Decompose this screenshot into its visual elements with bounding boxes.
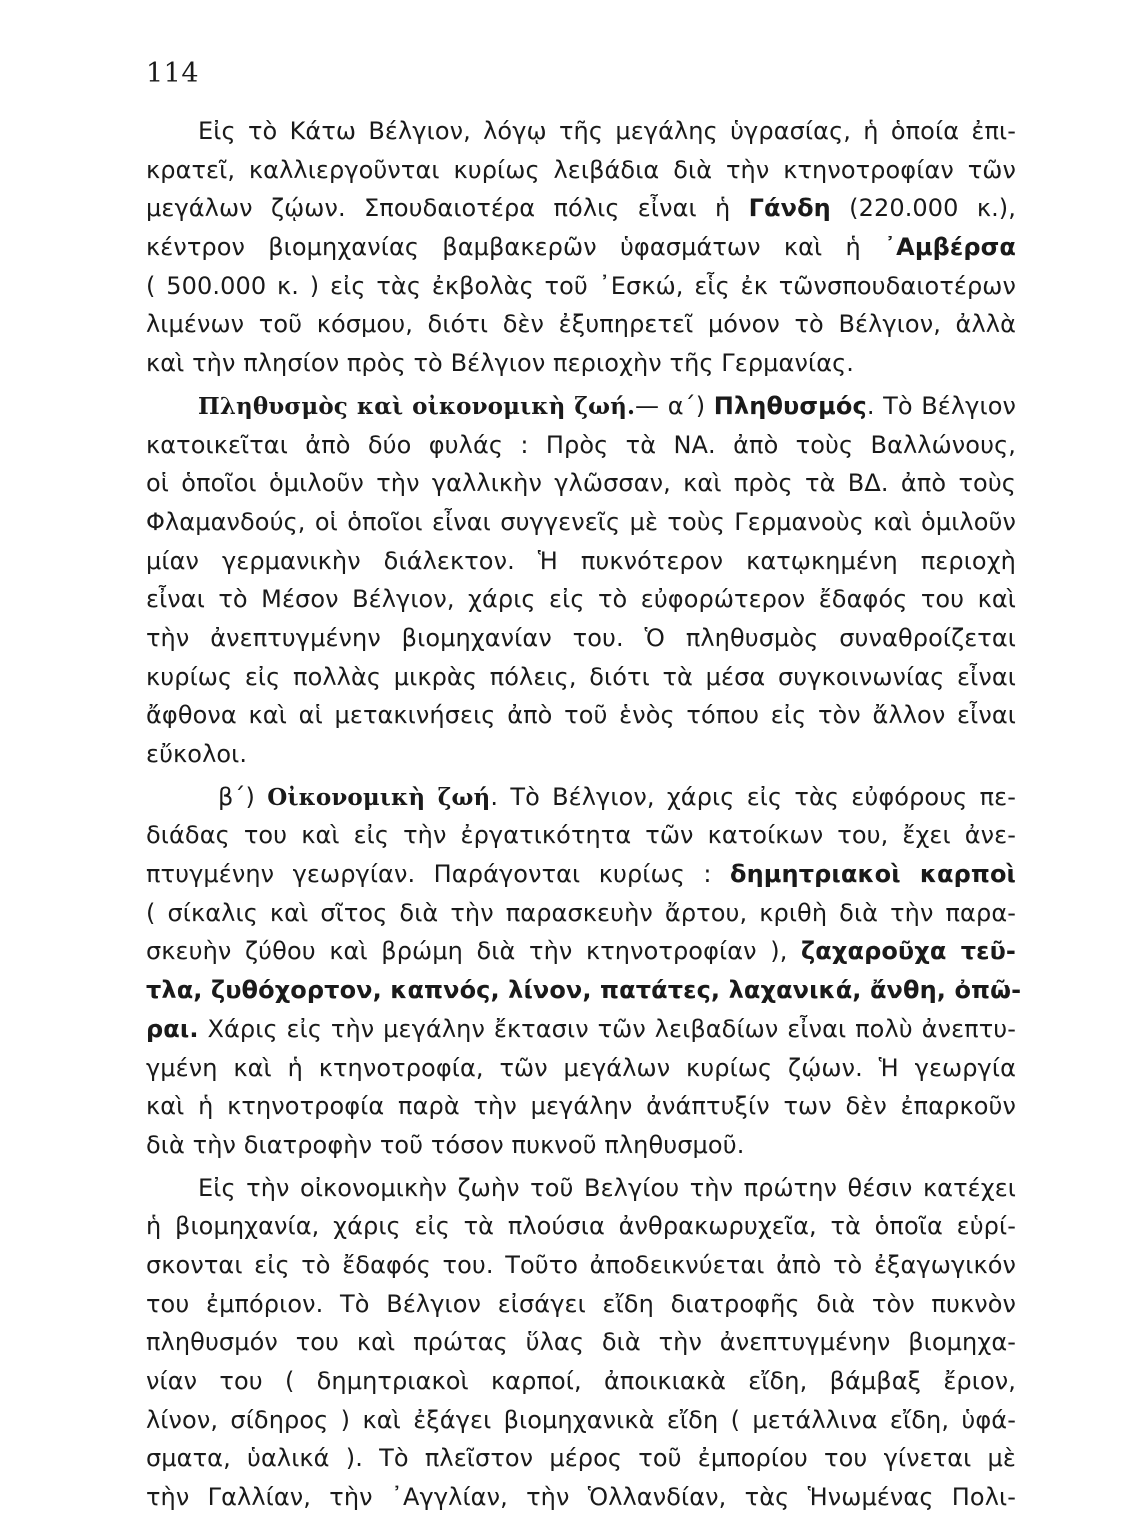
text-line (146, 971, 1022, 1010)
text-line: διὰ τὴν διατροφὴν τοῦ τόσον πυκνοῦ πληθυσμοῦ. (146, 1130, 745, 1159)
text-line (146, 1010, 1016, 1049)
text-line: ( σίκαλις καὶ σῖτος διὰ τὴν παρασκευὴν ἄρτου, κριθὴ διὰ τὴν παρα- (146, 898, 1016, 927)
text-line: εὔκολοι. (146, 740, 248, 768)
text-run: μεγάλων ζῴων. Σπουδαιοτέρα πόλις εἶναι ἡ (146, 194, 749, 223)
text-line: εἶναι τὸ Μέσον Βέλγιον, χάρις εἰς τὸ εὐφορώτερον ἔδαφός του καὶ (146, 585, 1016, 614)
text-run: . Τὸ Βέλγιον, χάρις εἰς τὰς εὐφόρους πε- (490, 782, 1016, 811)
bold-term: ραι. (146, 1014, 199, 1043)
text-run: (220.000 κ.), (830, 194, 1016, 223)
text-line: τὴν Γαλλίαν, τὴν ᾿Αγγλίαν, τὴν Ὁλλανδίαν, τὰς Ἡνωμένας Πολι- (146, 1483, 1016, 1512)
text-line: Φλαμανδούς, οἱ ὁποῖοι εἶναι συγγενεῖς μὲ τοὺς Γερμανοὺς καὶ ὁμιλοῦν (146, 507, 1016, 536)
text-line: κυρίως εἰς πολλὰς μικρὰς πόλεις, διότι τὰ μέσα συγκοινωνίας εἶναι (146, 662, 1016, 691)
text-line: σκονται εἰς τὸ ἔδαφός του. Τοῦτο ἀποδεικνύεται ἀπὸ τὸ ἐξαγωγικόν (146, 1250, 1016, 1279)
text-line: νίαν του ( δημητριακοὶ καρποί, ἀποικιακὰ εἴδη, βάμβαξ ἔριον, (146, 1367, 1016, 1395)
text-line: ἡ βιομηχανία, χάρις εἰς τὰ πλούσια ἀνθρακωρυχεῖα, τὰ ὁποῖα εὑρί- (146, 1212, 1016, 1241)
text-line: ἄφθονα καὶ αἱ μετακινήσεις ἀπὸ τοῦ ἑνὸς τόπου εἰς τὸν ἄλλον εἶναι (146, 701, 1016, 730)
text-line (146, 932, 1016, 971)
text-line (146, 228, 1016, 267)
bold-term: ᾿Αμβέρσα (884, 233, 1016, 262)
text-line: τὴν ἀνεπτυγμένην βιομηχανίαν του. Ὁ πληθυσμὸς συναθροίζεται (146, 623, 1016, 652)
page-number: 114 (146, 58, 200, 89)
text-line: πληθυσμόν του καὶ πρώτας ὕλας διὰ τὴν ἀνεπτυγμένην βιομηχα- (146, 1328, 1016, 1357)
bold-term: δημητριακοὶ καρποὶ (730, 860, 1016, 889)
text-line: σματα, ὑαλικά ). Τὸ πλεῖστον μέρος τοῦ ἐμπορίου του γίνεται μὲ (146, 1444, 1016, 1473)
text-line: Εἰς τὴν οἰκονομικὴν ζωὴν τοῦ Βελγίου τὴν πρώτην θέσιν κατέχει (198, 1173, 1016, 1202)
text-line: διάδας του καὶ εἰς τὴν ἐργατικότητα τῶν κατοίκων του, ἔχει ἀνε- (146, 821, 1016, 850)
text-run: κέντρον βιομηχανίας βαμβακερῶν ὑφασμάτων καὶ ἡ (146, 233, 885, 262)
text-line (146, 189, 1016, 228)
bold-term: Οἰκονομικὴ ζωή (267, 783, 491, 811)
text-run: . Τὸ Βέλγιον (866, 391, 1016, 420)
bold-term: τλα, ζυθόχορτον, καπνός, λίνον, πατάτες, λαχανικά, ἄνθη, ὀπῶ- (146, 976, 1022, 1005)
text-line: καὶ τὴν πλησίον πρὸς τὸ Βέλγιον περιοχὴν τῆς Γερμανίας. (146, 349, 855, 378)
bold-term: Πληθυσμὸς καὶ οἰκονομικὴ ζωή. (198, 392, 636, 420)
text-line: Εἰς τὸ Κάτω Βέλγιον, λόγῳ τῆς μεγάλης ὑγρασίας, ἡ ὁποία ἐπι- (198, 117, 1016, 145)
text-line: λίνον, σίδηρος ) καὶ ἐξάγει βιομηχανικὰ εἴδη ( μετάλλινα εἴδη, ὑφά- (146, 1405, 1016, 1434)
bold-term: ζαχαροῦχα τεῦ- (801, 937, 1016, 966)
bold-term: Γάνδη (748, 194, 831, 223)
text-run: Χάρις εἰς τὴν μεγάλην ἔκτασιν τῶν λειβαδίων εἶναι πολὺ ἀνεπτυ- (198, 1014, 1016, 1043)
text-line: κατοικεῖται ἀπὸ δύο φυλάς : Πρὸς τὰ ΝΑ. ἀπὸ τοὺς Βαλλώνους, (146, 430, 1016, 459)
text-run: πτυγμένην γεωργίαν. Παράγονται κυρίως : (146, 860, 731, 889)
bold-term: Πληθυσμός (713, 391, 867, 420)
text-line: ( 500.000 κ. ) εἰς τὰς ἐκβολὰς τοῦ ᾿Εσκώ, εἷς ἐκ τῶνσπουδαιοτέρων (146, 271, 1016, 300)
text-line: κρατεῖ, καλλιεργοῦνται κυρίως λειβάδια διὰ τὴν κτηνοτροφίαν τῶν (146, 155, 1016, 184)
text-line: οἱ ὁποῖοι ὁμιλοῦν τὴν γαλλικὴν γλῶσσαν, καὶ πρὸς τὰ ΒΔ. ἀπὸ τοὺς (146, 469, 1016, 498)
text-line: του ἐμπόριον. Τὸ Βέλγιον εἰσάγει εἴδη διατροφῆς διὰ τὸν πυκνὸν (146, 1289, 1016, 1318)
body-text (146, 112, 1022, 1517)
text-line (146, 855, 1016, 894)
text-run: σκευὴν ζύθου καὶ βρώμη διὰ τὴν κτηνοτροφίαν ), (146, 937, 802, 966)
text-line: μίαν γερμανικὴν διάλεκτον. Ἡ πυκνότερον κατῳκημένη περιοχὴ (146, 546, 1016, 575)
text-run: — α΄) (635, 391, 714, 420)
text-line (146, 387, 1016, 426)
text-line: λιμένων τοῦ κόσμου, διότι δὲν ἐξυπηρετεῖ μόνον τὸ Βέλγιον, ἀλλὰ (146, 310, 1016, 339)
text-line: καὶ ἡ κτηνοτροφία παρὰ τὴν μεγάλην ἀνάπτυξίν των δὲν ἐπαρκοῦν (146, 1092, 1016, 1121)
text-line: γμένη καὶ ἡ κτηνοτροφία, τῶν μεγάλων κυρίως ζῴων. Ἡ γεωργία (146, 1053, 1016, 1082)
text-line (146, 778, 1016, 817)
text-run: β΄) (218, 782, 268, 811)
